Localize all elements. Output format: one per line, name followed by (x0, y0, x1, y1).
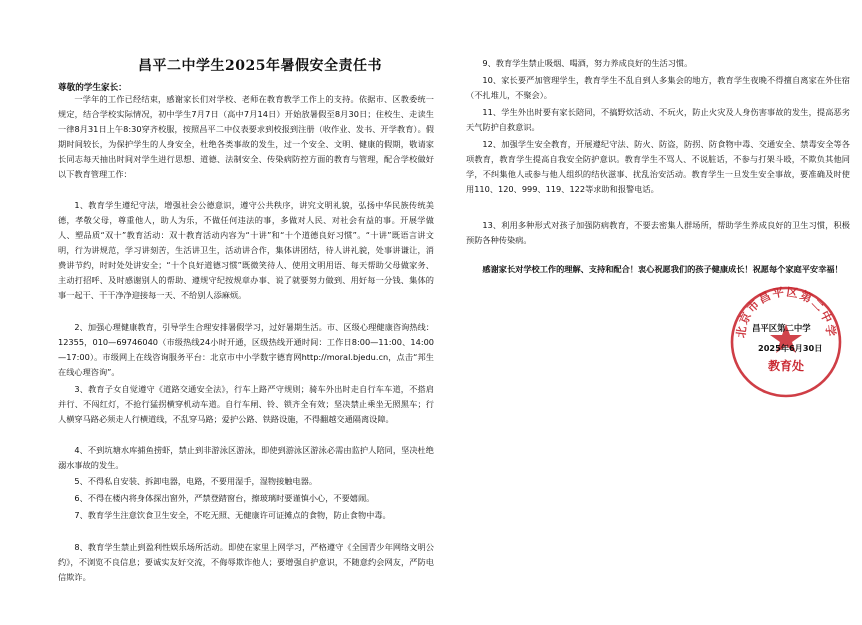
item-1-paragraph: 1、教育学生遵纪守法，增强社会公德意识，遵守公共秩序，讲究文明礼貌，弘扬中华民族传统美德，孝敬父母，尊重他人，助人为乐，不做任何违法的事，多做对人民、对社会有益的事。开展学做人、塑品质“双十”教育活动：双十教育活动内容为“十讲”和“十个道德良好习惯”。“十讲”既语言讲文明，行为讲规范，学习讲刻苦，生活讲卫生，活动讲合作，集体讲团结，待人讲礼貌，处事讲谦让，消费讲节约，时时处处讲安全；“十个良好道德习惯”既微笑待人、使用文明用语、每天帮助父母做家务、主动打招呼、及时感谢别人的帮助、遵规守纪按规章办事、说了就要努力做到、用好每一分钱、集体的事一起干、干干净净迎接每一天、不给别人添麻烦。 (58, 200, 434, 300)
item-13-paragraph: 13、利用多种形式对孩子加强防病教育，不要去密集人群场所，帮助学生养成良好的卫生习惯，积极预防各种传染病。 (466, 220, 850, 245)
intro-paragraph: 一学年的工作已经结束，感谢家长们对学校、老师在教育教学工作上的支持。依据市、区教委统一规定，结合学校实际情况，初中学生7月7日（高中7月14日）开始放暑假至8月30日；住校生、走读生一律8月31日上午8:30穿齐校服，按照昌平二中仪表要求到校报到注册（收作业、发书、开学教育）。假期时间较长，为保护学生的人身安全，杜绝各类事故的发生，过一个安全、文明、健康的假期，敬请家长同志每天抽出时间对学生进行思想、道德、法制安全、传染病防控方面的教育与管理，配合学校做好以下教育管理工作： (58, 94, 434, 179)
item-11-paragraph: 11、学生外出时要有家长陪同，不搞野炊活动、不玩火，防止火灾及人身伤害事故的发生，提高恶劣天气防护自救意识。 (466, 107, 850, 132)
svg-text:北京市昌平区第二中学: 北京市昌平区第二中学 (733, 284, 839, 339)
official-seal (728, 284, 844, 400)
item-2-paragraph: 2、加强心理健康教育，引导学生合理安排暑假学习，过好暑期生活。市、区级心理健康咨询热线：12355，010—69746040（市级热线24小时开通，区级热线开通时间：工作日8:00—11:00、14:00—17:00）。市级网上在线咨询服务平台：北京市中小学数字德育网http://moral.bjedu.cn，点击“邦生在线心理咨询”。 (58, 322, 434, 377)
item-4-paragraph: 4、不到坑塘水库捕鱼捞虾，禁止到非游泳区游泳，即使到游泳区游泳必需由监护人陪同，坚决杜绝溺水事故的发生。 (58, 445, 434, 470)
item-7-paragraph: 7、教育学生注意饮食卫生安全，不吃无照、无健康许可证摊点的食物，防止食物中毒。 (74, 510, 391, 520)
signature-office: 教育处 (768, 359, 805, 373)
seal-graphic (728, 284, 844, 400)
salutation: 尊敬的学生家长： (58, 83, 127, 93)
item-5-paragraph: 5、不得私自安装、拆卸电器，电路，不要用湿手，湿物接触电器。 (74, 476, 318, 486)
item-9-paragraph: 9、教育学生禁止吸烟、喝酒，努力养成良好的生活习惯。 (482, 58, 693, 68)
item-6-paragraph: 6、不得在楼内将身体探出窗外，严禁登踏窗台，擦玻璃时要谨慎小心，不要嬉闹。 (74, 493, 375, 503)
signature-date: 2025年6月30日 (758, 343, 823, 353)
document-title: 昌平二中学生2025年暑假安全责任书 (138, 58, 382, 74)
item-8-paragraph: 8、教育学生禁止到盈利性娱乐场所活动。即使在家里上网学习，严格遵守《全国青少年网络文明公约》，不浏览不良信息；要诚实友好交流，不侮辱欺诈他人；要增强自护意识，不随意约会网友，严防电信欺诈。 (58, 542, 434, 582)
item-3-paragraph: 3、教育子女自觉遵守《道路交通安全法》，行车上路严守规则；骑车外出时走自行车车道，不搭肩并行、不闯红灯，不抢行猛拐横穿机动车道。自行车闸、铃、锁齐全有效；坚决禁止乘坐无照黑车；行人横穿马路必须走人行横道线，不乱穿马路；爱护公路、铁路设施，不得翻越交通隔离设障。 (58, 384, 434, 424)
item-12-paragraph: 12、加强学生安全教育，开展遵纪守法、防火、防盗，防拐、防食物中毒、交通安全、禁毒安全等各项教育，教育学生提高自我安全防护意识。教育学生不骂人、不说脏话，不参与打架斗殴，不欺负其他同学，不纠集他人或参与他人组织的结伙滋事、扰乱治安活动。教育学生一旦发生安全事故，要准确及时使用110、120、999、119、122等求助和报警电话。 (466, 139, 850, 194)
signature-school: 昌平区第二中学 (752, 323, 811, 333)
closing-paragraph: 感谢家长对学校工作的理解、支持和配合！衷心祝愿我们的孩子健康成长！祝愿每个家庭平安幸福！ (482, 264, 843, 274)
item-10-paragraph: 10、家长要严加管理学生，教育学生不乱自到人多集会的地方，教育学生夜晚不得擅自离家在外住宿（不扎堆儿，不聚会）。 (466, 75, 850, 100)
